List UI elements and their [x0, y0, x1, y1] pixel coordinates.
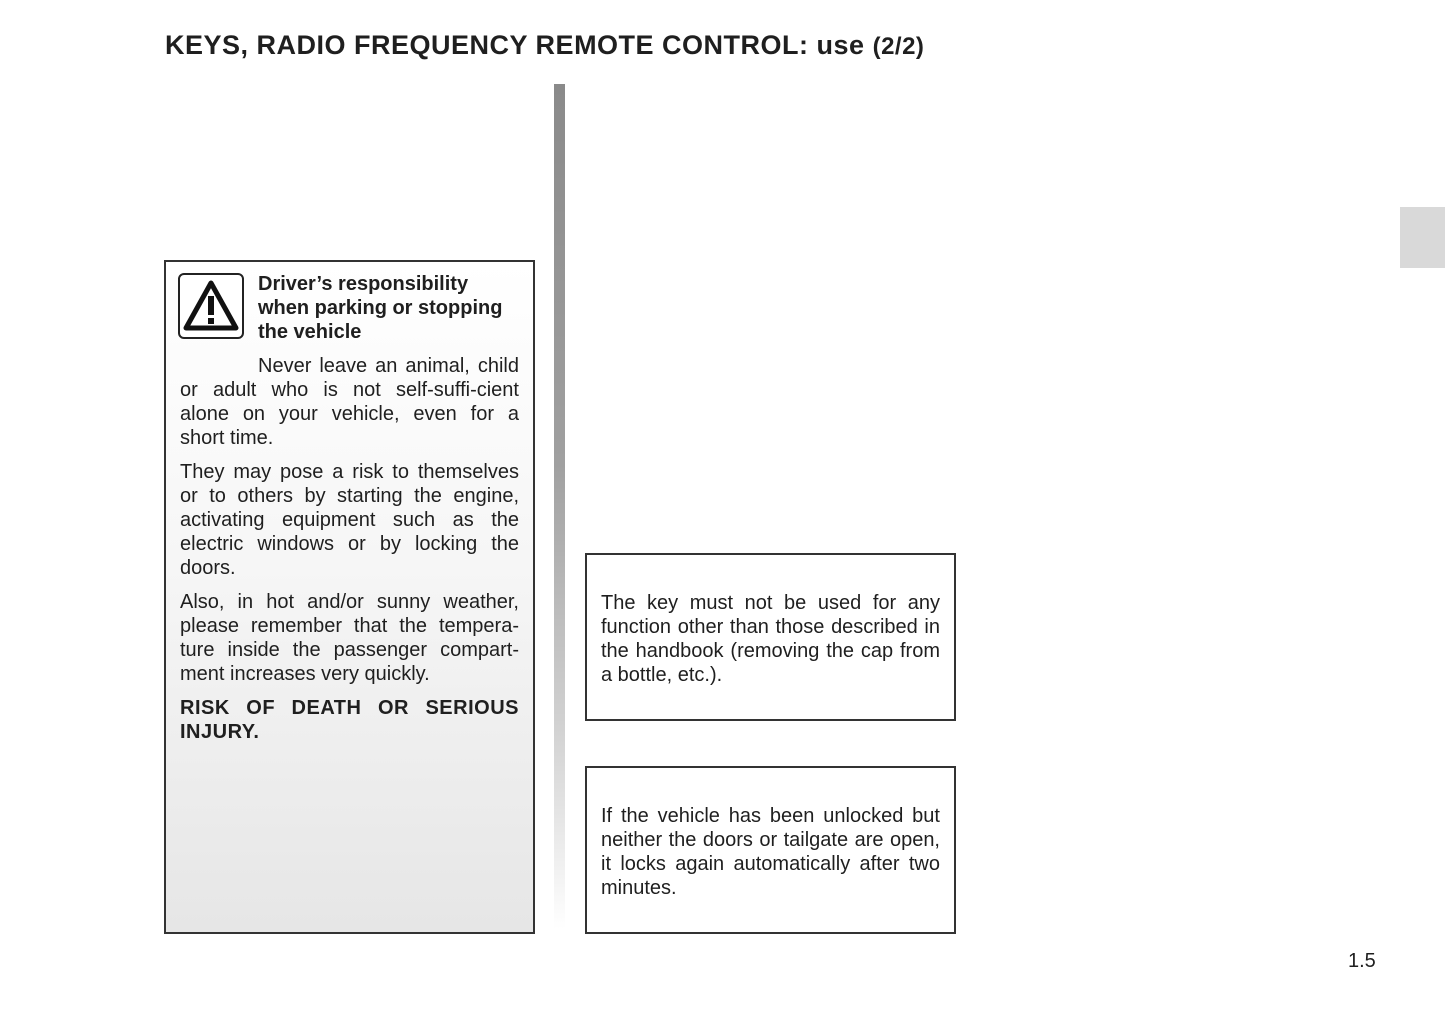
- page-title-part: (2/2): [872, 33, 925, 60]
- column-divider: [554, 84, 565, 929]
- section-tab: [1400, 207, 1445, 268]
- risk-statement: RISK OF DEATH OR SERIOUS INJURY.: [180, 697, 519, 743]
- warning-paragraph: Never leave an animal, child or adult who is not self-suffi-cient alone on your vehicle, even for a short time.: [180, 355, 519, 449]
- auto-relock-note: [585, 766, 956, 934]
- auto-relock-text: If the vehicle has been unlocked but neither the doors or tailgate are open, it locks again automatically after two minutes.: [601, 805, 940, 899]
- key-usage-note: [585, 553, 956, 721]
- warning-paragraph: Also, in hot and/or sunny weather, please remember that the tempera-ture inside the passenger compart-ment increases very quickly.: [180, 591, 519, 685]
- page-number: 1.5: [1348, 950, 1376, 972]
- warning-triangle-icon: [178, 273, 244, 339]
- warning-heading: Driver’s responsibility when parking or stopping the vehicle: [258, 273, 503, 343]
- warning-box: [164, 260, 535, 934]
- key-usage-text: The key must not be used for any function other than those described in the handbook (removing the cap from a bottle, etc.).: [601, 592, 940, 686]
- page-title: [165, 30, 924, 61]
- warning-header: [180, 272, 519, 344]
- warning-paragraph: They may pose a risk to themselves or to others by starting the engine, activating equipment such as the electric windows or by locking the doors.: [180, 461, 519, 579]
- page-title-main: KEYS, RADIO FREQUENCY REMOTE CONTROL: use: [165, 30, 865, 60]
